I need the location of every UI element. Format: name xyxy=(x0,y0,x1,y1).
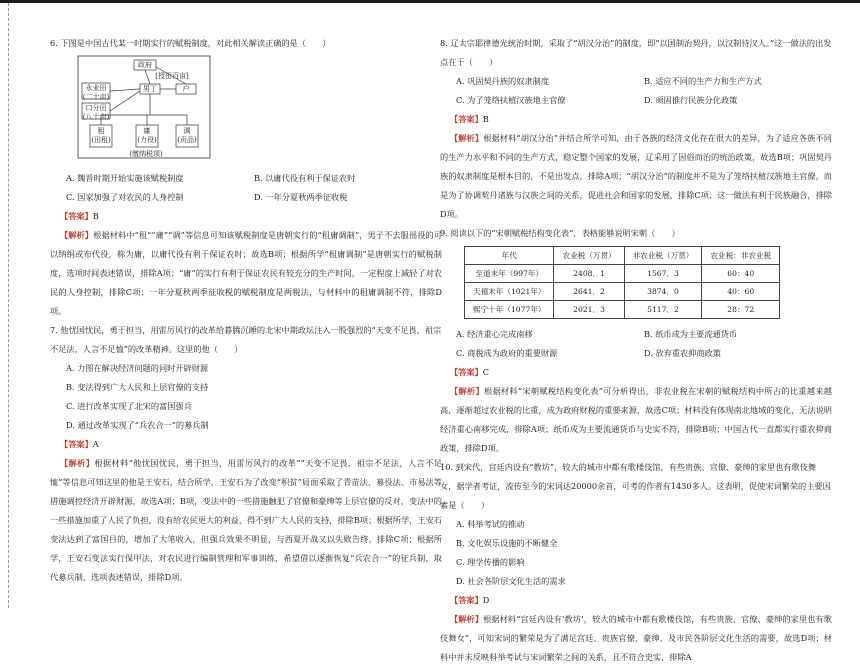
q9-exp-label: 【解析】 xyxy=(450,386,484,396)
table-row xyxy=(465,301,780,319)
q6-options-row2 xyxy=(66,188,442,207)
q7-answer xyxy=(50,435,442,454)
q6-option-c: C. 国家加强了对农民的人身控制 xyxy=(66,192,184,202)
table-cell: 1567．3 xyxy=(624,265,702,283)
diagram-yongye: 永业田 (二十亩) xyxy=(82,84,110,101)
binding-line xyxy=(0,3,9,608)
q9-options-row1 xyxy=(456,325,832,344)
diagram-hu: 户 xyxy=(182,85,190,93)
q10-stem: 10. 到宋代，宫廷内设有“教坊”，较大的城市中都有歌楼伎馆，有些贵族、官僚、豪绅的家里也有歌伎舞女，据学者考证，流传至今的宋词达20000余首，可考的作者有1430多人。这表明，促使宋词繁荣的主要因素是（ ） xyxy=(440,462,831,510)
q9-option-b: B. 纸币成为主要流通货币 xyxy=(644,329,738,339)
table-cell: 40：60 xyxy=(702,283,780,301)
diagram-zu: 租 (田租) xyxy=(91,127,111,144)
diagram-caption: (缴纳税项) xyxy=(129,150,163,158)
q6-answer-label: 【答案】 xyxy=(60,211,93,221)
table-cell: 5117．2 xyxy=(624,301,702,319)
q10-explanation xyxy=(440,610,832,667)
q8-answer-value: B xyxy=(482,114,489,124)
q6-option-b: B. 以庸代役有利于保证农时 xyxy=(254,173,356,183)
diagram-yong: 庸 (力役) xyxy=(137,127,157,144)
q7-option-c: C. 进行改革实现了北宋的富国强兵 xyxy=(66,401,192,411)
diagram-gov: 政府 xyxy=(138,61,152,69)
q8-options-row1 xyxy=(456,72,832,91)
q7-stem: 7. 他忧国忧民，勇于担当，用雷厉风行的改革给暮腾沉睡的北宋中期政坛注入一股强烈的“天变不足畏，祖宗不足法，人言不足恤”的改革精神。这里的他（ ） xyxy=(50,325,442,354)
q10-option-a: A. 科举考试的推动 xyxy=(456,519,525,529)
table-header-cell: 农业税（万贯） xyxy=(554,247,624,265)
q6-exp-text: 根据材料中“租”“庸”“调”等信息可知该赋税制度是唐朝实行的“租庸调制”，男子不去服徭役的可以纳绢或布代役，称为庸，以庸代役有利于保证农时；故选B项；根据所学“租庸调制”是唐朝实行的赋税制度，选项时间表述错误，排除A项；“庸”的实行有利于保证农民有较充分的生产时间，一定程度上减轻了对农民的人身控制，排除C项；一年分夏秋两季征收税的赋税制度是两税法，与材料中的租庸调制不符，排除D项。 xyxy=(50,230,442,316)
q9-option-a: A. 经济重心完成南移 xyxy=(456,329,533,339)
q9-answer xyxy=(440,363,832,382)
q8-option-c: C. 为了笼络扶植汉族地主官僚 xyxy=(456,95,566,105)
q8-stem: 8. 辽太宗耶律德光统治时期，采取了“胡汉分治”的制度，即“以国制治契丹，以汉制待汉人。”这一做法的出发点在于（ ） xyxy=(440,38,832,67)
q7-answer-label: 【答案】 xyxy=(60,439,93,449)
q8-options-row2 xyxy=(456,91,832,110)
q6-options-row1 xyxy=(66,169,442,188)
q10-answer xyxy=(440,591,832,610)
q6-stem: 6. 下图是中国古代某一时期实行的赋税制度，对此相关解读正确的是（ ） xyxy=(50,38,331,48)
q9-stem: 9. 阅读以下的“宋朝赋税结构变化表”，表格能够说明宋朝（ ） xyxy=(440,228,680,238)
table-cell: 60：40 xyxy=(702,265,780,283)
table-header-row xyxy=(465,247,780,265)
q9-answer-value: C xyxy=(482,367,490,377)
table-cell: 熙宁十年（1077年） xyxy=(465,301,554,319)
diagram-diao: 调 (贡品) xyxy=(177,127,197,144)
table-header-cell: 年代 xyxy=(465,247,554,265)
table-row xyxy=(465,265,780,283)
q7-option-b: B. 变法得到广大人民和上层官僚的支持 xyxy=(66,382,209,392)
q9-exp-text: 根据材料“宋朝赋税结构变化表”可分析得出，非农业税在宋朝的赋税结构中所占的比重越来越高，逐渐超过农业税的比重，成为政府财税的重要来源，故选C项；材料没有体现南北地域的变化，无法说明经济重心南移完成，排除A项；纸币成为主要流通货币与史实不符，排除B项；中国古代一直都实行重农抑商政策，排除D项。 xyxy=(440,386,832,453)
q10-exp-label: 【解析】 xyxy=(450,614,484,624)
q7-exp-text: 根据材料“他忧国忧民，勇于担当，用雷厉风行的改革”“天变不足畏，祖宗不足法，人言不足恤”等信息可知这里的他是王安石，结合所学，王安石为了改变“积贫”局面采取了青苗法、募役法、市易法等措施调控经济开辟财源，故选A项；B项，变法中的一些措施触犯了官僚和豪绅等上层官僚的反对，变法中的一些措施加重了人民了负担，没有给农民更大的利益，得不到广大人民的支持，排除B项；根据所学，王安石变法达到了富国目的，增加了大笔收入，但强兵效果不明显，与西夏开战又以失败告终，排除C项；根据所学，王安石变法实行保甲法，对农民进行编制管理和军事训练，希望借以逐渐恢复“兵农合一”的征兵制，取代募兵制，选项表述错误，排除D项。 xyxy=(50,458,442,582)
table-cell: 天禧末年（1021年） xyxy=(465,283,554,301)
q10-exp-text: 根据材料“宫廷内设有‘教坊’，较大的城市中都有歌楼伎馆，有些贵族、官僚、豪绅的家里也有歌伎舞女”，可知宋词的繁荣是为了满足宫廷、贵族官僚、豪绅、及市民各阶层文化生活的需要，故选D项；材料中并未反映科举考试与宋词繁荣之间的关系，且不符合史实，排除A xyxy=(440,614,832,662)
q6-answer-value: B xyxy=(92,211,99,221)
q9-tax-table xyxy=(464,246,780,319)
table-cell: 28：72 xyxy=(702,301,780,319)
q10-answer-label: 【答案】 xyxy=(450,595,483,605)
q9-answer-label: 【答案】 xyxy=(450,367,483,377)
q8-answer xyxy=(440,110,832,129)
q10-option-d: D. 社会各阶层文化生活的需求 xyxy=(456,576,566,586)
table-header-cell: 非农业税（万贯） xyxy=(624,247,702,265)
q7-explanation xyxy=(50,454,442,587)
diagram-koufen: 口分田 (八十亩) xyxy=(82,104,110,121)
q8-option-d: D. 顽固推行民族分化政策 xyxy=(644,95,738,105)
q9-options-row2 xyxy=(456,344,832,363)
q10-option-c: C. 理学传播的影响 xyxy=(456,557,525,567)
q7-option-d: D. 通过改革实现了“兵农合一”的募兵制 xyxy=(66,420,209,430)
q7-option-a: A. 力图在解决经济问题的同时开辟财源 xyxy=(66,363,209,373)
q6-option-d: D. 一年分夏秋两季征收税 xyxy=(254,192,348,202)
q7-answer-value: A xyxy=(92,439,99,449)
table-cell: 2408．1 xyxy=(554,265,624,283)
q8-exp-label: 【解析】 xyxy=(450,133,484,143)
table-cell: 2021．3 xyxy=(554,301,624,319)
table-header-cell: 农业税：非农业税 xyxy=(702,247,780,265)
q8-option-a: A. 巩固契丹族的奴隶制度 xyxy=(456,76,549,86)
q8-explanation xyxy=(440,129,832,224)
right-column xyxy=(440,34,832,667)
q6-explanation xyxy=(50,226,442,321)
q10-answer-value: D xyxy=(482,595,490,605)
q10-option-b: B. 文化娱乐设施的不断健全 xyxy=(456,538,558,548)
q9-option-c: C. 商税成为政府的重要财源 xyxy=(456,348,558,358)
q9-option-d: D. 放弃重农抑商政策 xyxy=(644,348,721,358)
q9-explanation xyxy=(440,382,832,458)
q6-answer xyxy=(50,207,442,226)
q6-exp-label: 【解析】 xyxy=(60,230,94,240)
top-border xyxy=(0,0,860,3)
diagram-nanding: 男丁 xyxy=(143,85,157,93)
q8-answer-label: 【答案】 xyxy=(450,114,483,124)
q6-tax-diagram xyxy=(64,55,224,165)
left-column xyxy=(50,34,442,587)
q7-exp-label: 【解析】 xyxy=(60,458,95,468)
diagram-shoutian: [授田百亩] xyxy=(155,72,189,80)
table-cell: 2641．2 xyxy=(554,283,624,301)
q8-option-b: B. 适应不同的生产力和生产方式 xyxy=(644,76,762,86)
q8-exp-text: 根据材料“胡汉分治”并结合所学可知，由于各族的经济文化存在很大的差异，为了适应各族不同的生产力水平和不同的生产方式，稳定整个国家的发展，辽采用了因俗而治的统治政策，故选B项；巩固契丹族的奴隶制度是根本目的，不是出发点，排除A项；“胡汉分治”的制度并不是为了笼络扶植汉族地主官僚，而是为了协调契丹诸族与汉族之间的关系，促进社会和国家的发展，排除C项；这一做法有利于民族融合，排除D项。 xyxy=(440,133,832,219)
q6-option-a: A. 魏晋时期开始实施该赋税制度 xyxy=(66,173,184,183)
table-cell: 3874．0 xyxy=(624,283,702,301)
table-cell: 至道末年（997年） xyxy=(465,265,554,283)
table-row xyxy=(465,283,780,301)
